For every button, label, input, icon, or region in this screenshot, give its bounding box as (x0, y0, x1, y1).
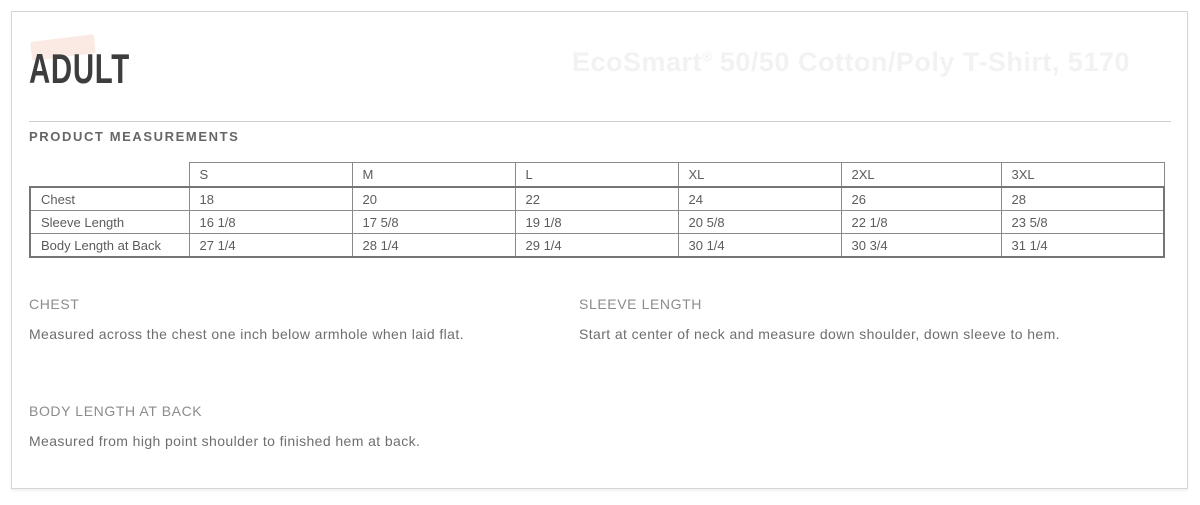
row-label: Chest (30, 187, 189, 211)
cell-value: 20 5/8 (678, 211, 841, 234)
definition-description: Start at center of neck and measure down shoulder, down sleeve to hem. (579, 326, 1060, 342)
size-header-xl: XL (678, 163, 841, 188)
cell-value: 30 3/4 (841, 234, 1001, 258)
brand-name: EcoSmart (571, 47, 703, 77)
product-title-watermark (572, 47, 1130, 78)
cell-value: 27 1/4 (189, 234, 352, 258)
horizontal-divider (29, 121, 1171, 122)
cell-value: 22 (515, 187, 678, 211)
size-header-3xl: 3XL (1001, 163, 1164, 188)
size-measurements-table (29, 162, 1165, 258)
cell-value: 20 (352, 187, 515, 211)
definition-term: CHEST (29, 296, 80, 312)
size-header-s: S (189, 163, 352, 188)
definition-description: Measured across the chest one inch below armhole when laid flat. (29, 326, 464, 342)
cell-value: 26 (841, 187, 1001, 211)
definition-chest (29, 296, 569, 347)
registered-trademark-symbol: ® (702, 48, 713, 64)
page-frame (11, 11, 1188, 489)
product-measurements-heading: PRODUCT MEASUREMENTS (29, 129, 240, 144)
cell-value: 22 1/8 (841, 211, 1001, 234)
cell-value: 29 1/4 (515, 234, 678, 258)
size-header-2xl: 2XL (841, 163, 1001, 188)
cell-value: 18 (189, 187, 352, 211)
definition-term: BODY LENGTH AT BACK (29, 403, 203, 419)
cell-value: 17 5/8 (352, 211, 515, 234)
definition-body-length-at-back (29, 403, 609, 454)
row-label: Sleeve Length (30, 211, 189, 234)
row-label: Body Length at Back (30, 234, 189, 258)
table-row-body-length-at-back (30, 234, 1164, 258)
product-name: 50/50 Cotton/Poly T-Shirt, 5170 (719, 47, 1130, 77)
cell-value: 16 1/8 (189, 211, 352, 234)
definition-description: Measured from high point shoulder to finished hem at back. (29, 433, 421, 449)
cell-value: 19 1/8 (515, 211, 678, 234)
size-header-row (30, 163, 1164, 188)
section-title: ADULT (29, 45, 130, 92)
cell-value: 31 1/4 (1001, 234, 1164, 258)
cell-value: 24 (678, 187, 841, 211)
size-header-m: M (352, 163, 515, 188)
corner-cell (30, 163, 189, 188)
table-row-sleeve-length (30, 211, 1164, 234)
cell-value: 28 (1001, 187, 1164, 211)
table-row-chest (30, 187, 1164, 211)
cell-value: 30 1/4 (678, 234, 841, 258)
cell-value: 23 5/8 (1001, 211, 1164, 234)
definition-sleeve-length (579, 296, 1109, 347)
definition-term: SLEEVE LENGTH (579, 296, 702, 312)
size-header-l: L (515, 163, 678, 188)
cell-value: 28 1/4 (352, 234, 515, 258)
